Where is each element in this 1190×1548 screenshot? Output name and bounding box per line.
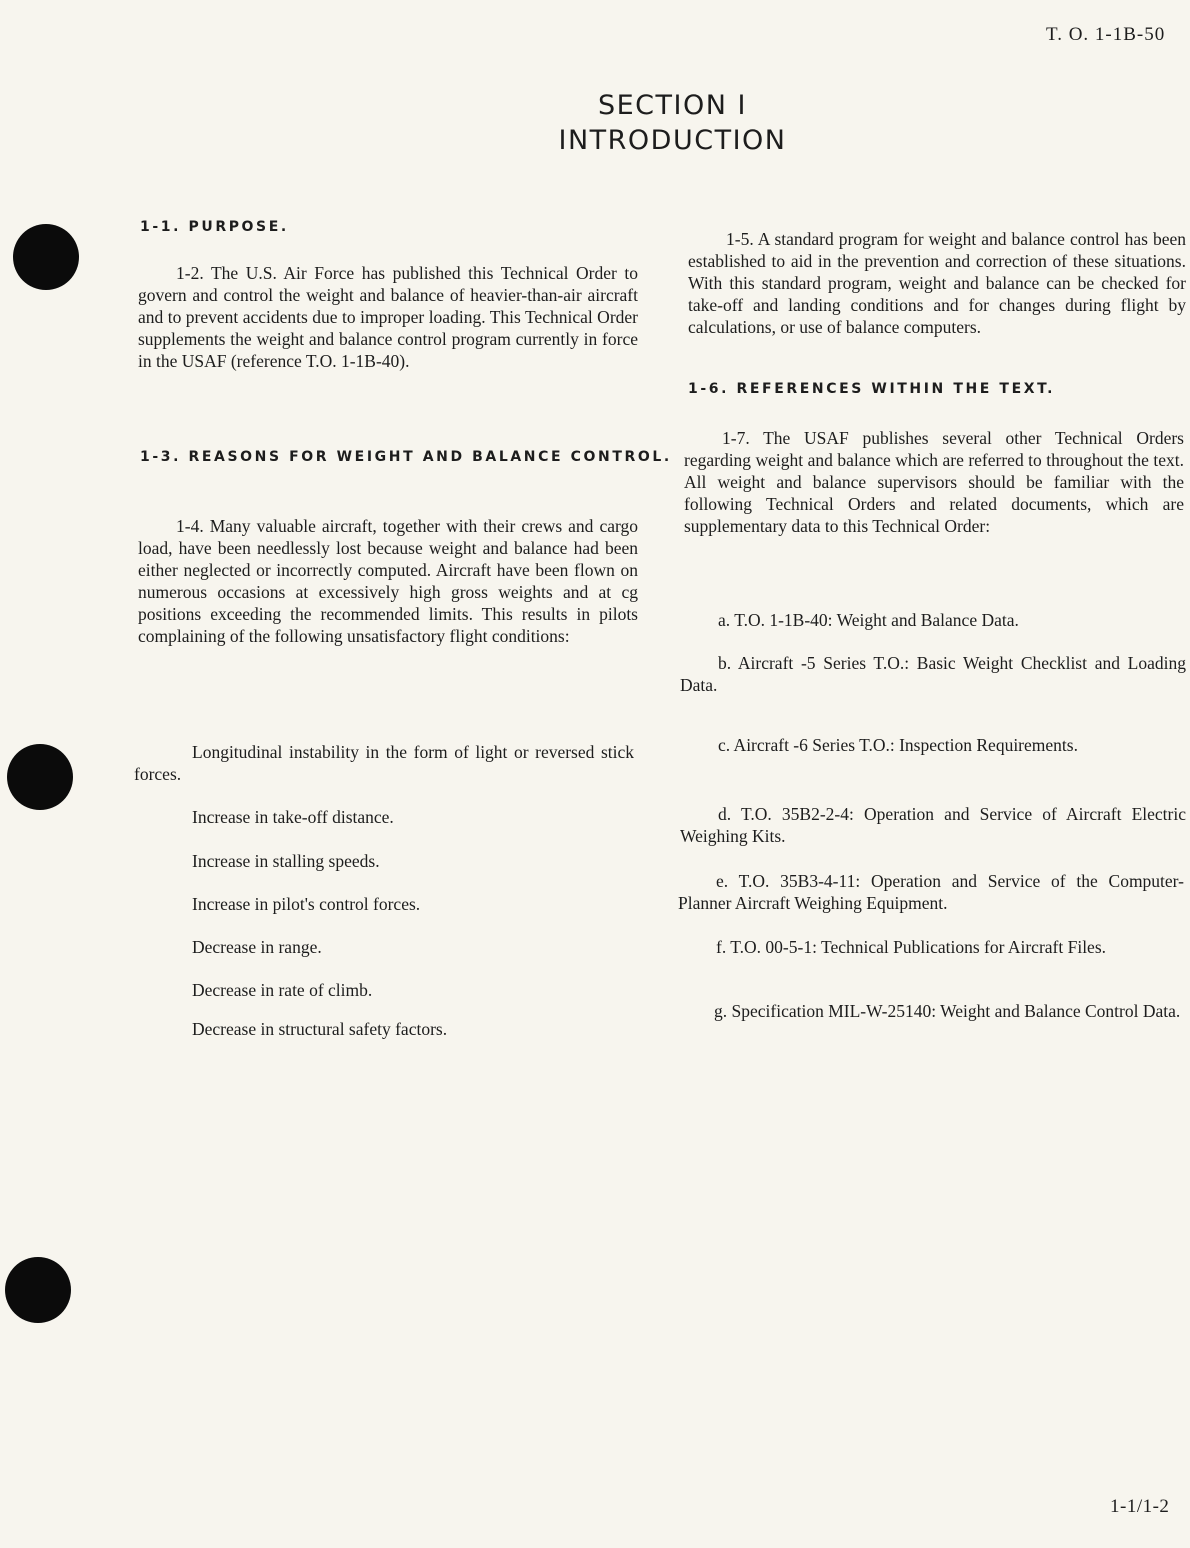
- punch-hole: [7, 744, 73, 810]
- heading-purpose: 1-1. PURPOSE.: [140, 219, 289, 235]
- heading-references: 1-6. REFERENCES WITHIN THE TEXT.: [688, 381, 1056, 397]
- condition-item: Increase in pilot's control forces.: [192, 894, 421, 914]
- reference-item: f. T.O. 00-5-1: Technical Publications for Aircraft Files.: [716, 937, 1107, 957]
- punch-hole: [13, 224, 79, 290]
- paragraph-1-4: 1-4. Many valuable aircraft, together with their crews and cargo load, have been needlessly lost because weight and balance had been either neglected or incorrectly computed. Aircraft have been flown on numerous occasions at excessively high gross weights and at cg positions exceeding the recommended limits. This results in pilots complaining of the following unsatisfactory flight conditions:: [138, 516, 638, 646]
- condition-item: Decrease in rate of climb.: [192, 980, 373, 1000]
- condition-item: Longitudinal instability in the form of light or reversed stick forces.: [134, 742, 634, 784]
- reference-item: a. T.O. 1-1B-40: Weight and Balance Data.: [718, 610, 1019, 630]
- reference-item: d. T.O. 35B2-2-4: Operation and Service of Aircraft Electric Weighing Kits.: [680, 804, 1186, 846]
- reference-item: g. Specification MIL-W-25140: Weight and Balance Control Data.: [714, 1001, 1181, 1021]
- paragraph-1-5: 1-5. A standard program for weight and balance control has been established to aid in the prevention and correction of these situations. With this standard program, weight and balance can be checked for take-off and landing conditions and for changes during flight by calculations, or use of balance computers.: [688, 229, 1186, 337]
- page-title: INTRODUCTION: [558, 125, 787, 156]
- reference-item: c. Aircraft -6 Series T.O.: Inspection Requirements.: [718, 735, 1078, 755]
- reference-item: b. Aircraft -5 Series T.O.: Basic Weight Checklist and Loading Data.: [680, 653, 1186, 695]
- paragraph-1-2: 1-2. The U.S. Air Force has published this Technical Order to govern and control the weight and balance of heavier-than-air aircraft and to prevent accidents due to improper loading. This Technical Order supplements the weight and balance control program currently in force in the USAF (reference T.O. 1-1B-40).: [138, 263, 638, 371]
- condition-item: Increase in take-off distance.: [192, 807, 394, 827]
- reference-item: e. T.O. 35B3-4-11: Operation and Service of the Computer-Planner Aircraft Weighing Equipment.: [678, 871, 1184, 913]
- section-label: SECTION I: [597, 90, 747, 121]
- page-number: 1-1/1-2: [1110, 1496, 1170, 1517]
- doc-number: T. O. 1-1B-50: [1046, 24, 1166, 45]
- heading-reasons: 1-3. REASONS FOR WEIGHT AND BALANCE CONTROL.: [140, 449, 672, 465]
- condition-item: Decrease in structural safety factors.: [192, 1019, 448, 1039]
- paragraph-1-7: 1-7. The USAF publishes several other Technical Orders regarding weight and balance which are referred to throughout the text. All weight and balance supervisors should be familiar with the following Technical Orders and related documents, which are supplementary data to this Technical Order:: [684, 428, 1184, 536]
- condition-item: Increase in stalling speeds.: [192, 851, 380, 871]
- punch-hole: [5, 1257, 71, 1323]
- condition-item: Decrease in range.: [192, 937, 322, 957]
